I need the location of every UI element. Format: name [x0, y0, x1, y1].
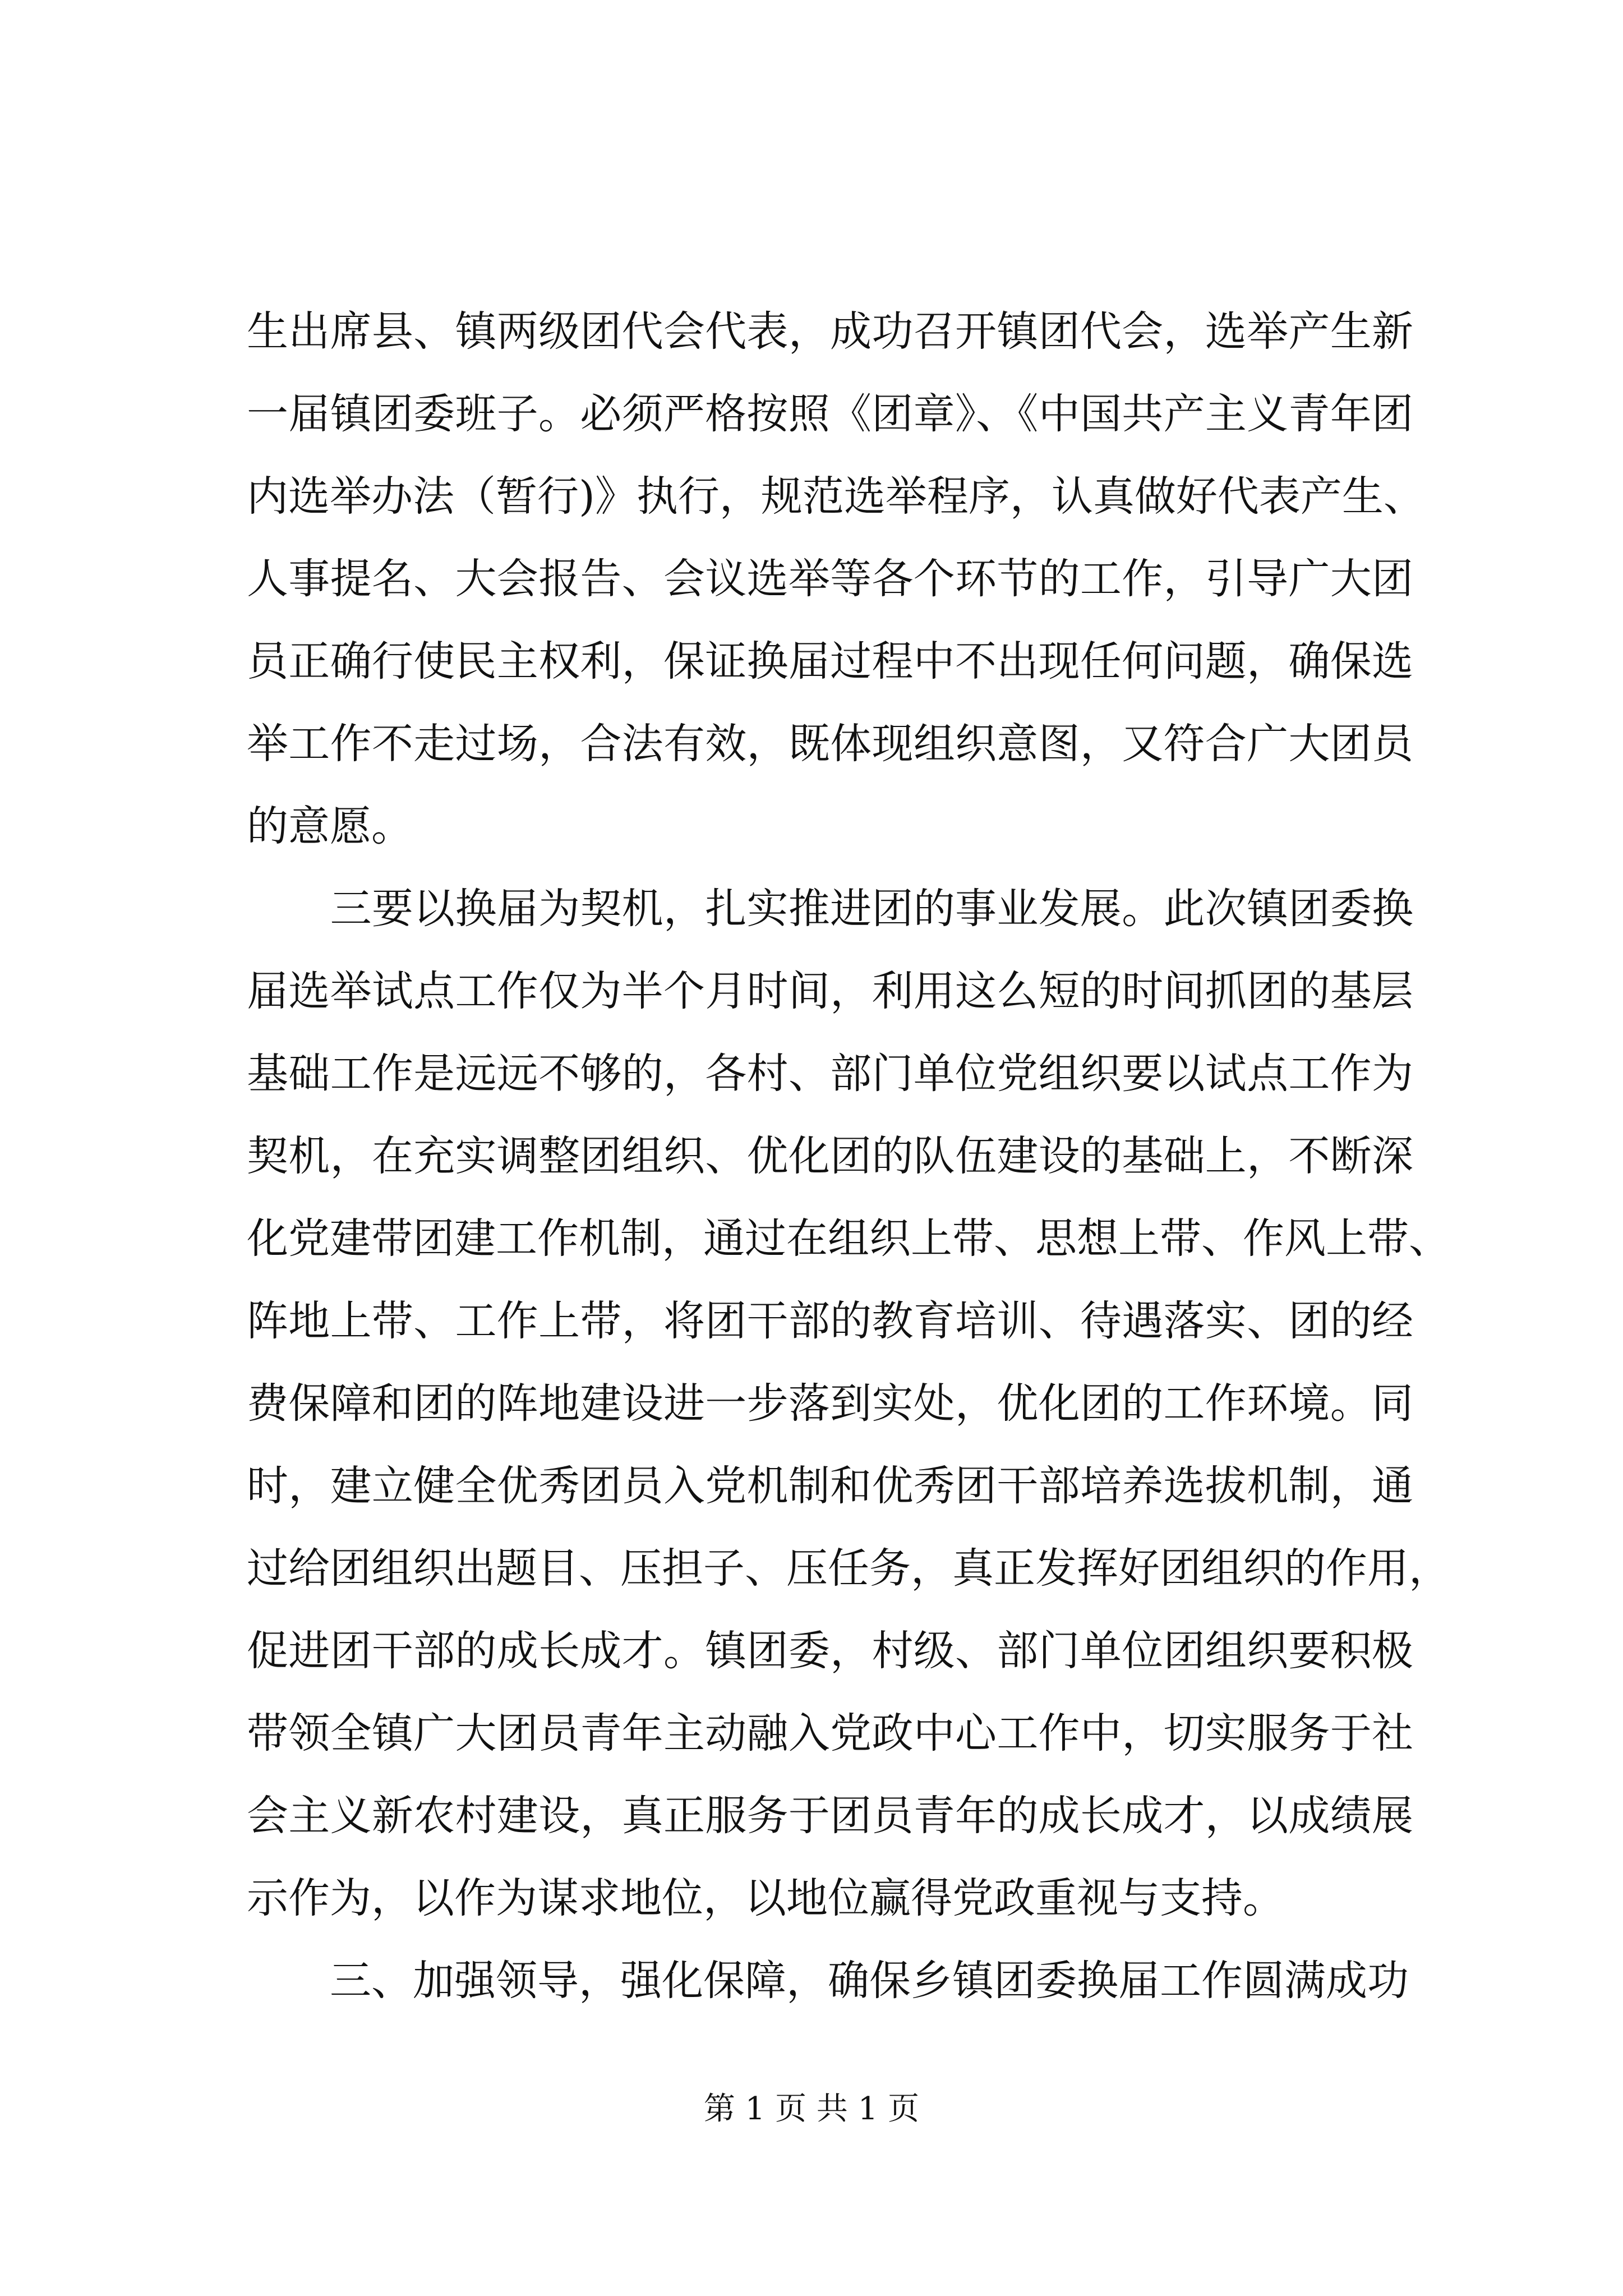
text-line: 带领全镇广大团员青年主动融入党政中心工作中，切实服务于社 [247, 1709, 1413, 1757]
page-number-label: 第 1 页 共 1 页 [703, 2091, 920, 2127]
text-line: 生出席县、镇两级团代会代表，成功召开镇团代会，选举产生新 [247, 307, 1413, 356]
text-line: 阵地上带、工作上带，将团干部的教育培训、待遇落实、团的经 [247, 1297, 1413, 1345]
text-line: 三要以换届为契机，扎实推进团的事业发展。此次镇团委换 [247, 885, 1413, 933]
text-line: 届选举试点工作仅为半个月时间，利用这么短的时间抓团的基层 [247, 967, 1413, 1015]
text-line: 基础工作是远远不够的，各村、部门单位党组织要以试点工作为 [247, 1050, 1413, 1098]
text-line: 会主义新农村建设，真正服务于团员青年的成长成才，以成绩展 [247, 1792, 1413, 1840]
text-line: 促进团干部的成长成才。镇团委，村级、部门单位团组织要积极 [247, 1627, 1413, 1675]
section-heading: 三、加强领导，强化保障，确保乡镇团委换届工作圆满成功 [247, 1957, 1409, 2005]
text-line: 过给团组织出题目、压担子、压任务，真正发挥好团组织的作用， [247, 1544, 1450, 1593]
text-line: 时，建立健全优秀团员入党机制和优秀团干部培养选拔机制，通 [247, 1462, 1413, 1510]
text-line: 举工作不走过场，合法有效，既体现组织意图，又符合广大团员 [247, 720, 1413, 768]
text-line: 内选举办法（暂行)》执行，规范选举程序，认真做好代表产生、 [247, 472, 1425, 521]
body-text [247, 291, 1450, 2022]
text-line: 契机，在充实调整团组织、优化团的队伍建设的基础上，不断深 [247, 1132, 1413, 1180]
text-line: 化党建带团建工作机制，通过在组织上带、思想上带、作风上带、 [247, 1214, 1450, 1263]
page-footer [0, 2084, 1623, 2129]
text-line: 一届镇团委班子。必须严格按照《团章》、《中国共产主义青年团 [247, 390, 1413, 438]
text-line: 员正确行使民主权利，保证换届过程中不出现任何问题，确保选 [247, 637, 1413, 685]
text-line: 人事提名、大会报告、会议选举等各个环节的工作，引导广大团 [247, 555, 1413, 603]
text-line: 示作为，以作为谋求地位，以地位赢得党政重视与支持。 [247, 1874, 1284, 1922]
text-line: 费保障和团的阵地建设进一步落到实处，优化团的工作环境。同 [247, 1379, 1413, 1428]
text-line: 的意愿。 [247, 802, 413, 850]
